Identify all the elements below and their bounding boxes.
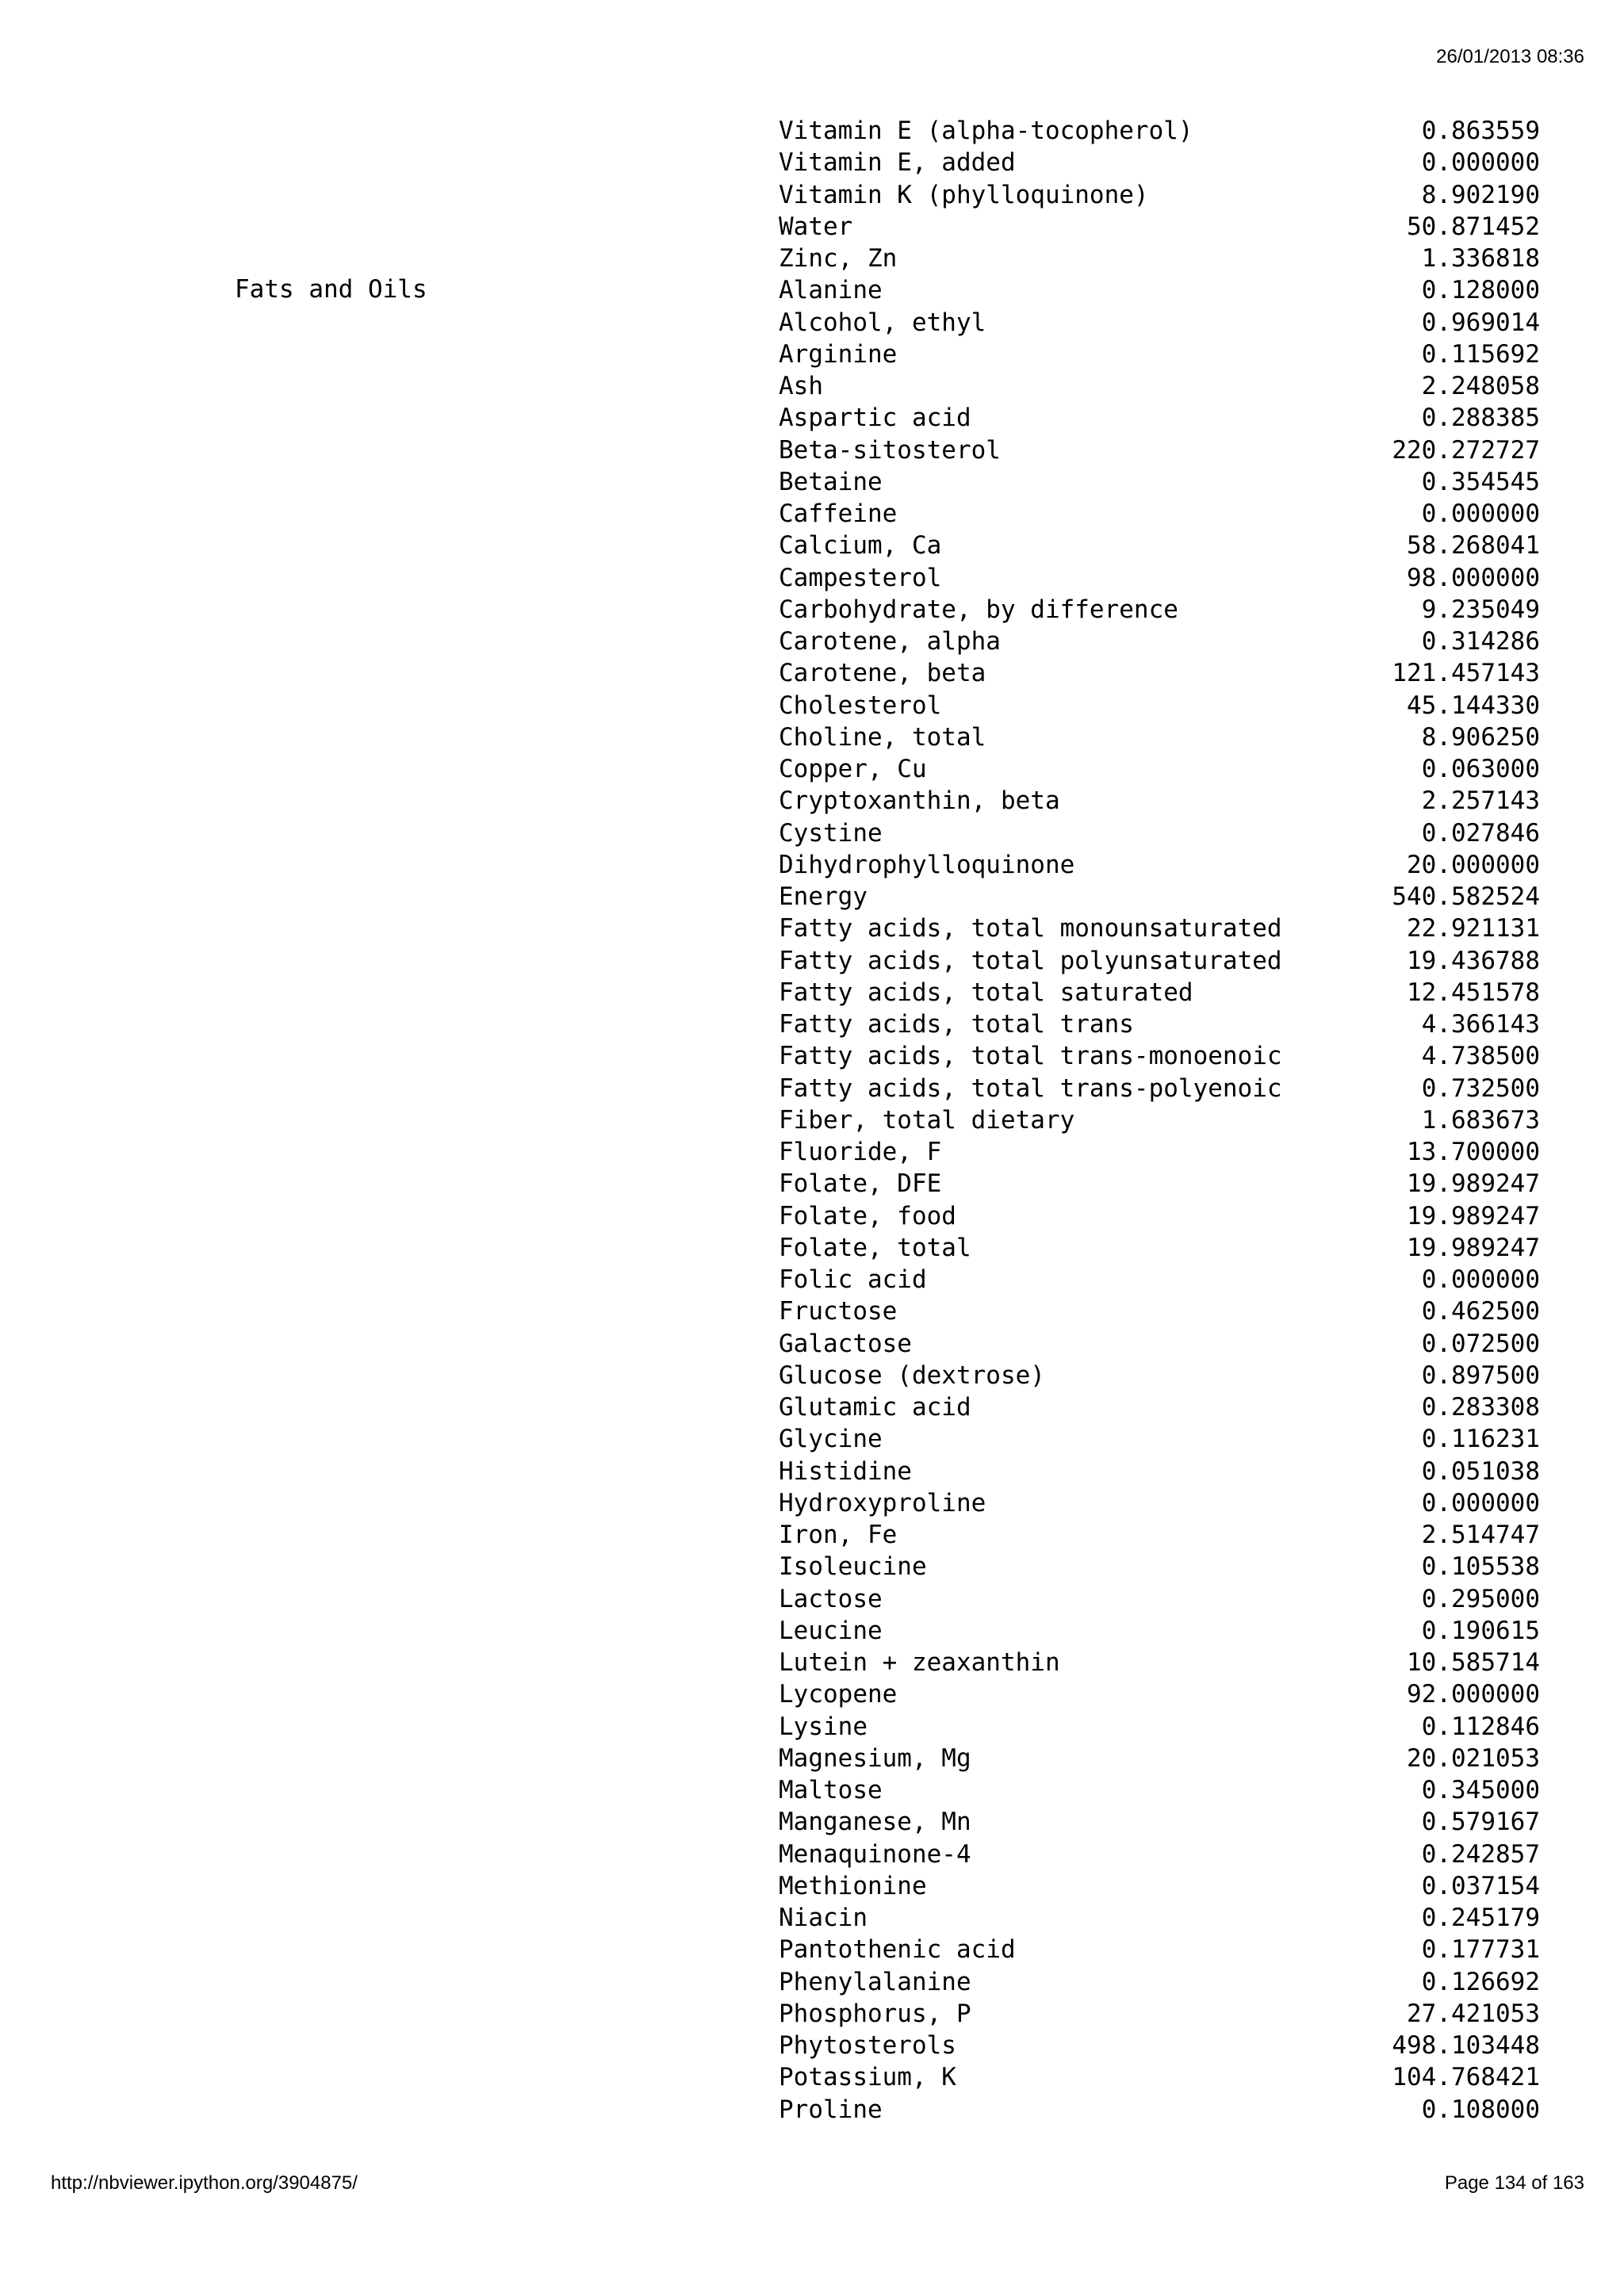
nutrient-value: 98.000000 xyxy=(1407,563,1540,592)
table-row xyxy=(779,1966,1540,1998)
table-row xyxy=(779,753,1540,785)
table-row xyxy=(779,721,1540,753)
table-row xyxy=(779,370,1540,402)
nutrient-value: 2.248058 xyxy=(1421,372,1540,400)
nutrient-name: Calcium, Ca xyxy=(779,531,942,561)
nutrient-name: Alanine xyxy=(779,276,883,305)
nutrient-name: Lutein + zeaxanthin xyxy=(779,1648,1060,1677)
nutrient-name: Fatty acids, total polyunsaturated xyxy=(779,946,1282,975)
nutrient-name: Methionine xyxy=(779,1871,927,1900)
nutrient-name: Glucose (dextrose) xyxy=(779,1360,1045,1390)
nutrient-value: 0.115692 xyxy=(1421,339,1540,369)
table-row xyxy=(779,657,1540,689)
table-row xyxy=(779,1487,1540,1519)
nutrient-value: 10.585714 xyxy=(1407,1648,1540,1677)
nutrient-value: 0.354545 xyxy=(1421,467,1540,496)
nutrient-value: 0.245179 xyxy=(1421,1904,1540,1932)
nutrient-name: Arginine xyxy=(779,339,898,369)
nutrient-name: Phosphorus, P xyxy=(779,1999,971,2028)
print-timestamp: 26/01/2013 08:36 xyxy=(1436,46,1584,67)
table-row xyxy=(779,339,1540,370)
nutrient-value: 104.768421 xyxy=(1392,2063,1540,2092)
table-row xyxy=(779,817,1540,849)
nutrient-value: 0.027846 xyxy=(1421,818,1540,848)
nutrient-name: Maltose xyxy=(779,1776,883,1804)
nutrient-value: 0.063000 xyxy=(1421,755,1540,783)
nutrient-value: 19.436788 xyxy=(1407,946,1540,975)
table-row xyxy=(779,1328,1540,1360)
nutrient-name: Potassium, K xyxy=(779,2063,956,2092)
nutrient-name: Glycine xyxy=(779,1425,883,1454)
nutrient-value: 8.906250 xyxy=(1421,722,1540,752)
nutrient-value: 0.000000 xyxy=(1421,1265,1540,1294)
table-row xyxy=(779,1040,1540,1072)
nutrient-name: Fatty acids, total trans-monoenoic xyxy=(779,1042,1282,1071)
nutrient-value: 0.037154 xyxy=(1421,1871,1540,1900)
nutrient-name: Galactose xyxy=(779,1329,912,1358)
nutrient-value: 0.314286 xyxy=(1421,627,1540,656)
nutrient-name: Lactose xyxy=(779,1584,883,1613)
table-row xyxy=(779,1743,1540,1774)
nutrient-value: 0.283308 xyxy=(1421,1393,1540,1422)
nutrient-name: Choline, total xyxy=(779,722,986,752)
nutrient-value: 27.421053 xyxy=(1407,1999,1540,2028)
nutrient-value: 4.738500 xyxy=(1421,1042,1540,1071)
table-row xyxy=(779,1232,1540,1264)
nutrient-name: Niacin xyxy=(779,1904,868,1932)
table-row xyxy=(779,1073,1540,1104)
nutrient-name: Hydroxyproline xyxy=(779,1488,986,1517)
table-row xyxy=(779,147,1540,178)
table-row xyxy=(779,945,1540,977)
nutrient-name: Copper, Cu xyxy=(779,755,927,783)
nutrient-name: Cryptoxanthin, beta xyxy=(779,786,1060,816)
nutrient-value: 0.000000 xyxy=(1421,499,1540,528)
table-row xyxy=(779,1295,1540,1327)
table-row xyxy=(779,849,1540,881)
nutrient-value: 58.268041 xyxy=(1407,531,1540,561)
nutrient-name: Vitamin E (alpha-tocopherol) xyxy=(779,117,1193,145)
table-row xyxy=(779,785,1540,817)
table-row xyxy=(779,1934,1540,1965)
nutrient-name: Manganese, Mn xyxy=(779,1808,971,1837)
nutrient-value: 50.871452 xyxy=(1407,212,1540,241)
nutrient-value: 0.732500 xyxy=(1421,1073,1540,1103)
nutrient-value: 0.345000 xyxy=(1421,1776,1540,1804)
table-row xyxy=(779,1104,1540,1136)
nutrient-value: 19.989247 xyxy=(1407,1169,1540,1199)
nutrient-value: 2.257143 xyxy=(1421,786,1540,816)
table-row xyxy=(779,1711,1540,1743)
nutrient-name: Cystine xyxy=(779,818,883,848)
nutrient-name: Phytosterols xyxy=(779,2031,956,2060)
nutrient-name: Fiber, total dietary xyxy=(779,1105,1075,1135)
nutrient-value: 1.683673 xyxy=(1421,1105,1540,1135)
nutrient-name: Folic acid xyxy=(779,1265,927,1294)
nutrient-name: Fluoride, F xyxy=(779,1138,942,1166)
nutrient-value: 0.969014 xyxy=(1421,308,1540,337)
table-row xyxy=(779,1839,1540,1870)
table-row xyxy=(779,274,1540,306)
nutrient-value: 0.295000 xyxy=(1421,1584,1540,1613)
table-row xyxy=(779,2030,1540,2061)
nutrient-value: 0.128000 xyxy=(1421,276,1540,305)
table-row xyxy=(779,1774,1540,1806)
nutrient-value: 0.863559 xyxy=(1421,117,1540,145)
table-row xyxy=(779,530,1540,561)
table-row xyxy=(779,179,1540,211)
nutrient-name: Zinc, Zn xyxy=(779,244,898,273)
nutrient-name: Iron, Fe xyxy=(779,1521,898,1549)
nutrient-name: Betaine xyxy=(779,467,883,496)
nutrient-name: Pantothenic acid xyxy=(779,1935,1016,1965)
nutrient-name: Fatty acids, total monounsaturated xyxy=(779,914,1282,943)
nutrient-name: Beta-sitosterol xyxy=(779,435,1001,465)
nutrient-value: 0.242857 xyxy=(1421,1839,1540,1869)
nutrient-value: 0.288385 xyxy=(1421,404,1540,433)
nutrient-value: 0.897500 xyxy=(1421,1360,1540,1390)
nutrient-value: 20.000000 xyxy=(1407,850,1540,879)
table-row xyxy=(779,1902,1540,1934)
table-row xyxy=(779,243,1540,274)
table-row xyxy=(779,1583,1540,1615)
nutrient-name: Folate, food xyxy=(779,1201,956,1230)
table-row xyxy=(779,1264,1540,1295)
table-row xyxy=(779,1423,1540,1455)
nutrient-table xyxy=(779,115,1540,2126)
table-row xyxy=(779,1678,1540,1710)
table-row xyxy=(779,1806,1540,1838)
table-row xyxy=(779,434,1540,466)
nutrient-value: 0.116231 xyxy=(1421,1425,1540,1454)
nutrient-name: Vitamin K (phylloquinone) xyxy=(779,180,1149,209)
nutrient-value: 0.112846 xyxy=(1421,1712,1540,1741)
table-row xyxy=(779,1647,1540,1678)
nutrient-value: 22.921131 xyxy=(1407,914,1540,943)
table-row xyxy=(779,466,1540,498)
nutrient-name: Aspartic acid xyxy=(779,404,971,433)
nutrient-value: 0.177731 xyxy=(1421,1935,1540,1965)
page-number: Page 134 of 163 xyxy=(1444,2172,1584,2194)
nutrient-value: 0.072500 xyxy=(1421,1329,1540,1358)
table-row xyxy=(779,913,1540,944)
table-row xyxy=(779,2094,1540,2126)
nutrient-value: 0.000000 xyxy=(1421,148,1540,178)
nutrient-value: 0.108000 xyxy=(1421,2095,1540,2124)
nutrient-name: Glutamic acid xyxy=(779,1393,971,1422)
table-row xyxy=(779,1360,1540,1391)
table-row xyxy=(779,562,1540,594)
nutrient-value: 0.000000 xyxy=(1421,1488,1540,1517)
table-row xyxy=(779,307,1540,339)
nutrient-name: Proline xyxy=(779,2095,883,2124)
nutrient-name: Folate, total xyxy=(779,1233,971,1262)
nutrient-name: Caffeine xyxy=(779,499,898,528)
nutrient-name: Folate, DFE xyxy=(779,1169,942,1199)
nutrient-name: Leucine xyxy=(779,1616,883,1645)
table-row xyxy=(779,2061,1540,2093)
nutrient-name: Alcohol, ethyl xyxy=(779,308,986,337)
table-row xyxy=(779,1200,1540,1232)
nutrient-name: Vitamin E, added xyxy=(779,148,1016,178)
nutrient-name: Carotene, beta xyxy=(779,659,986,688)
nutrient-value: 0.126692 xyxy=(1421,1967,1540,1996)
table-row xyxy=(779,1391,1540,1423)
table-row xyxy=(779,1456,1540,1487)
nutrient-value: 12.451578 xyxy=(1407,978,1540,1007)
table-row xyxy=(779,626,1540,657)
nutrient-name: Cholesterol xyxy=(779,691,942,720)
table-row xyxy=(779,1136,1540,1168)
nutrient-value: 220.272727 xyxy=(1392,435,1540,465)
nutrient-name: Carotene, alpha xyxy=(779,627,1001,656)
table-row xyxy=(779,1519,1540,1551)
nutrient-value: 19.989247 xyxy=(1407,1233,1540,1262)
table-row xyxy=(779,115,1540,147)
nutrient-name: Fatty acids, total trans xyxy=(779,1010,1134,1039)
nutrient-name: Histidine xyxy=(779,1456,912,1486)
nutrient-value: 0.579167 xyxy=(1421,1808,1540,1837)
nutrient-name: Magnesium, Mg xyxy=(779,1743,971,1773)
nutrient-name: Lysine xyxy=(779,1712,868,1741)
nutrient-name: Phenylalanine xyxy=(779,1967,971,1996)
nutrient-name: Menaquinone-4 xyxy=(779,1839,971,1869)
nutrient-value: 9.235049 xyxy=(1421,595,1540,624)
table-row xyxy=(779,881,1540,913)
table-row xyxy=(779,977,1540,1008)
nutrient-name: Ash xyxy=(779,372,823,400)
nutrient-name: Fatty acids, total trans-polyenoic xyxy=(779,1073,1282,1103)
table-row xyxy=(779,1870,1540,1902)
nutrient-value: 92.000000 xyxy=(1407,1680,1540,1709)
nutrient-name: Fatty acids, total saturated xyxy=(779,978,1193,1007)
table-row xyxy=(779,402,1540,434)
nutrient-name: Water xyxy=(779,212,853,241)
table-row xyxy=(779,690,1540,721)
nutrient-value: 13.700000 xyxy=(1407,1138,1540,1166)
nutrient-value: 0.190615 xyxy=(1421,1616,1540,1645)
table-row xyxy=(779,498,1540,530)
table-row xyxy=(779,211,1540,243)
nutrient-value: 45.144330 xyxy=(1407,691,1540,720)
nutrient-value: 4.366143 xyxy=(1421,1010,1540,1039)
nutrient-value: 0.462500 xyxy=(1421,1297,1540,1326)
footer-url: http://nbviewer.ipython.org/3904875/ xyxy=(51,2172,358,2194)
food-group-label: Fats and Oils xyxy=(235,275,427,304)
nutrient-name: Fructose xyxy=(779,1297,898,1326)
nutrient-value: 8.902190 xyxy=(1421,180,1540,209)
nutrient-value: 540.582524 xyxy=(1392,882,1540,911)
nutrient-value: 121.457143 xyxy=(1392,659,1540,688)
table-row xyxy=(779,594,1540,626)
table-row xyxy=(779,1998,1540,2030)
nutrient-value: 1.336818 xyxy=(1421,244,1540,273)
nutrient-name: Isoleucine xyxy=(779,1552,927,1582)
nutrient-name: Dihydrophylloquinone xyxy=(779,850,1075,879)
nutrient-value: 20.021053 xyxy=(1407,1743,1540,1773)
table-row xyxy=(779,1168,1540,1200)
table-row xyxy=(779,1615,1540,1647)
nutrient-name: Lycopene xyxy=(779,1680,898,1709)
nutrient-name: Campesterol xyxy=(779,563,942,592)
nutrient-name: Carbohydrate, by difference xyxy=(779,595,1178,624)
nutrient-value: 0.105538 xyxy=(1421,1552,1540,1582)
nutrient-value: 0.051038 xyxy=(1421,1456,1540,1486)
table-row xyxy=(779,1008,1540,1040)
nutrient-name: Energy xyxy=(779,882,868,911)
nutrient-value: 2.514747 xyxy=(1421,1521,1540,1549)
nutrient-value: 19.989247 xyxy=(1407,1201,1540,1230)
nutrient-value: 498.103448 xyxy=(1392,2031,1540,2060)
table-row xyxy=(779,1551,1540,1582)
